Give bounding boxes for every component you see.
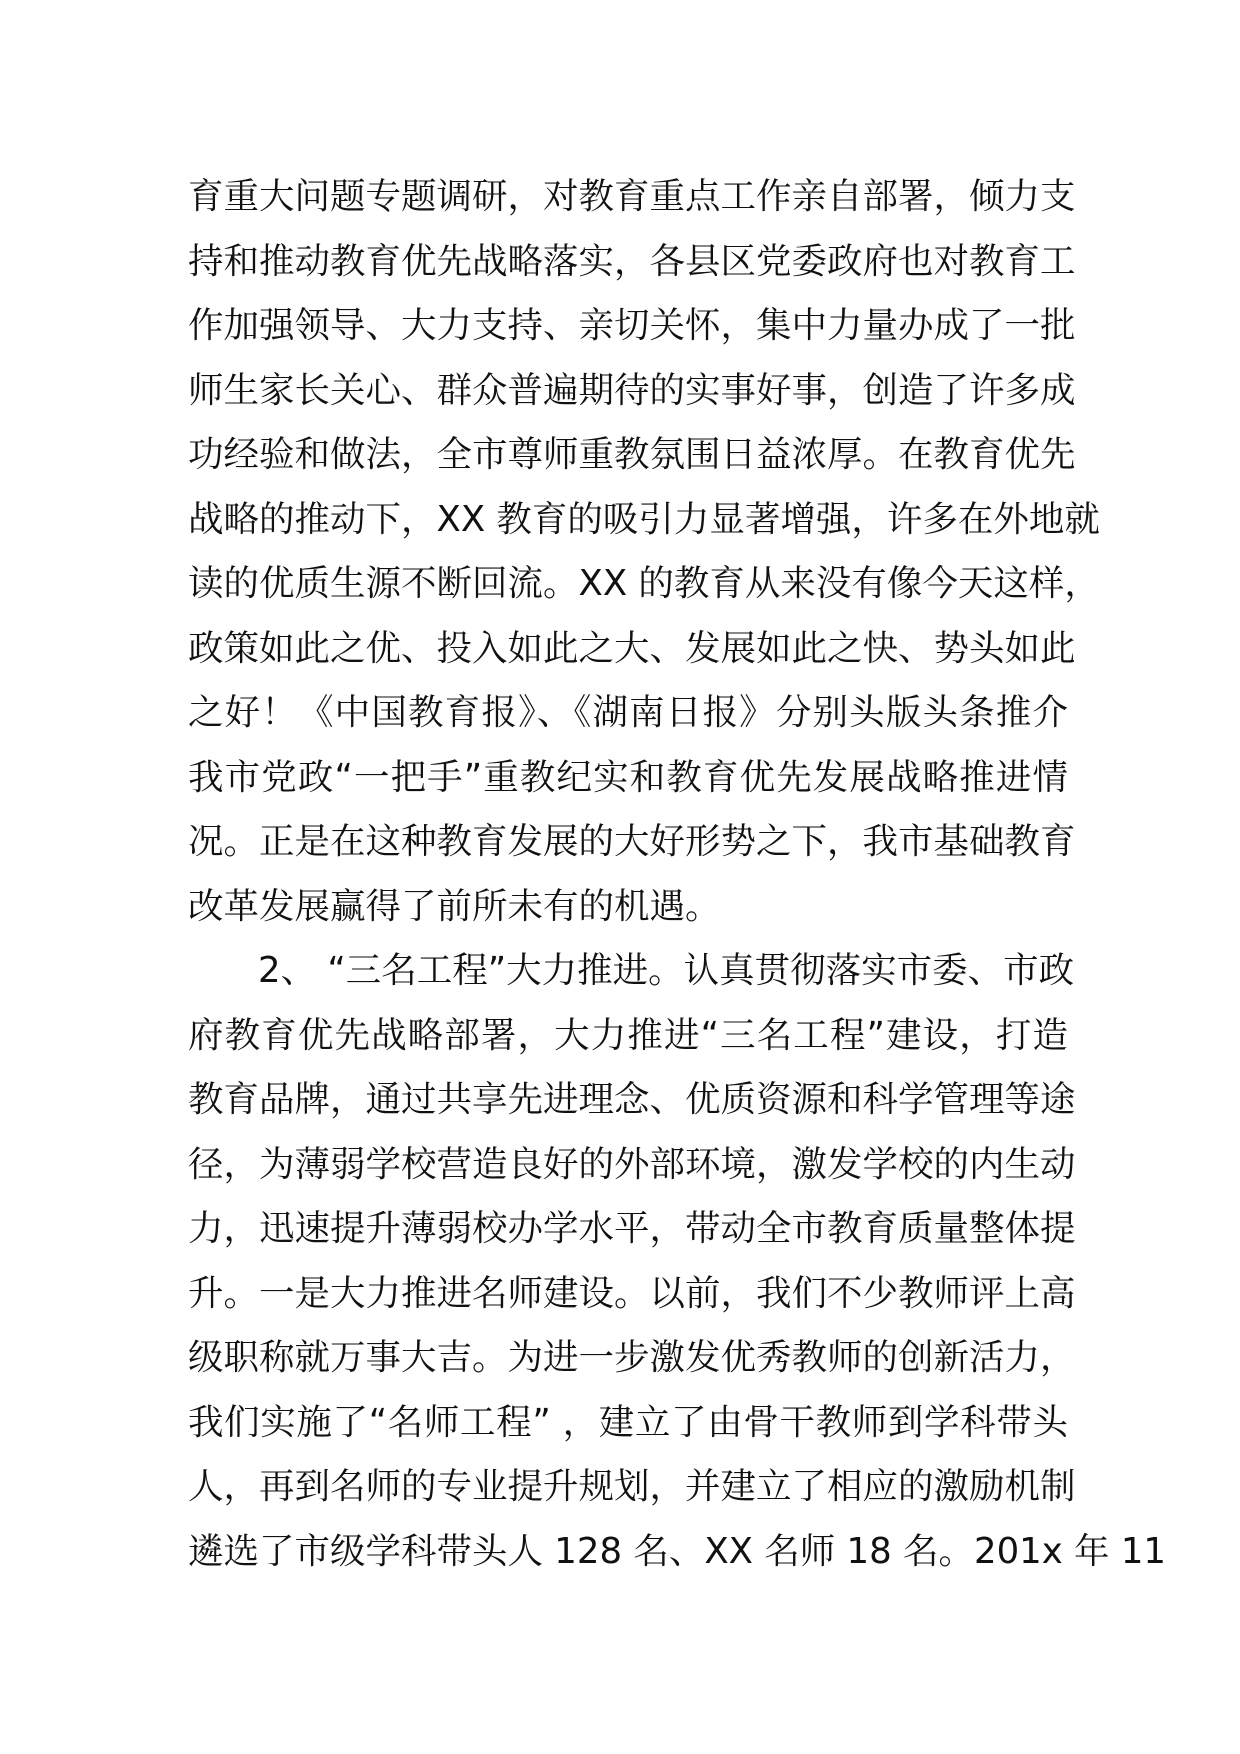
- text-line: 育重大问题专题调研，对教育重点工作亲自部署，倾力支: [188, 176, 1076, 217]
- text-line: 力，迅速提升薄弱校办学水平，带动全市教育质量整体提: [188, 1208, 1076, 1249]
- text-line: 教育品牌，通过共享先进理念、优质资源和科学管理等途: [188, 1079, 1076, 1120]
- text-line: 升。一是大力推进名师建设。以前，我们不少教师评上高: [188, 1272, 1076, 1314]
- text-line: 级职称就万事大吉。为进一步激发优秀教师的创新活力，: [188, 1337, 1076, 1378]
- text-line: 我市党政“一把手”重教纪实和教育优先发展战略推进情: [188, 756, 1068, 798]
- paragraph-end-line: 改革发展赢得了前所未有的机遇。: [188, 885, 721, 927]
- text-line: 之好！《中国教育报》、《湖南日报》分别头版头条推介: [188, 692, 1068, 733]
- text-line: 遴选了市级学科带头人 128 名、XX 名师 18 名。201x 年 11: [188, 1530, 1167, 1572]
- text-line: 持和推动教育优先战略落实，各县区党委政府也对教育工: [188, 240, 1076, 282]
- section-heading-line: 2、 “三名工程”大力推进。认真贯彻落实市委、市政: [258, 950, 1075, 991]
- text-line: 政策如此之优、投入如此之大、发展如此之快、势头如此: [188, 627, 1076, 669]
- text-line: 况。正是在这种教育发展的大好形势之下，我市基础教育: [188, 821, 1076, 862]
- text-line: 径，为薄弱学校营造良好的外部环境，激发学校的内生动: [188, 1143, 1076, 1185]
- text-line: 府教育优先战略部署，大力推进“三名工程”建设，打造: [188, 1014, 1068, 1056]
- body-text: [188, 165, 1167, 1584]
- text-line: 我们实施了“名师工程” ，建立了由骨干教师到学科带头: [188, 1401, 1068, 1443]
- text-line: 读的优质生源不断回流。XX 的教育从来没有像今天这样，: [188, 563, 1100, 604]
- text-line: 作加强领导、大力支持、亲切关怀，集中力量办成了一批: [188, 305, 1076, 346]
- text-line: 人，再到名师的专业提升规划，并建立了相应的激励机制: [188, 1466, 1076, 1507]
- text-line: 师生家长关心、群众普遍期待的实事好事，创造了许多成: [188, 369, 1076, 411]
- text-line: 功经验和做法，全市尊师重教氛围日益浓厚。在教育优先: [188, 434, 1076, 475]
- text-line: 战略的推动下，XX 教育的吸引力显著增强，许多在外地就: [188, 498, 1100, 540]
